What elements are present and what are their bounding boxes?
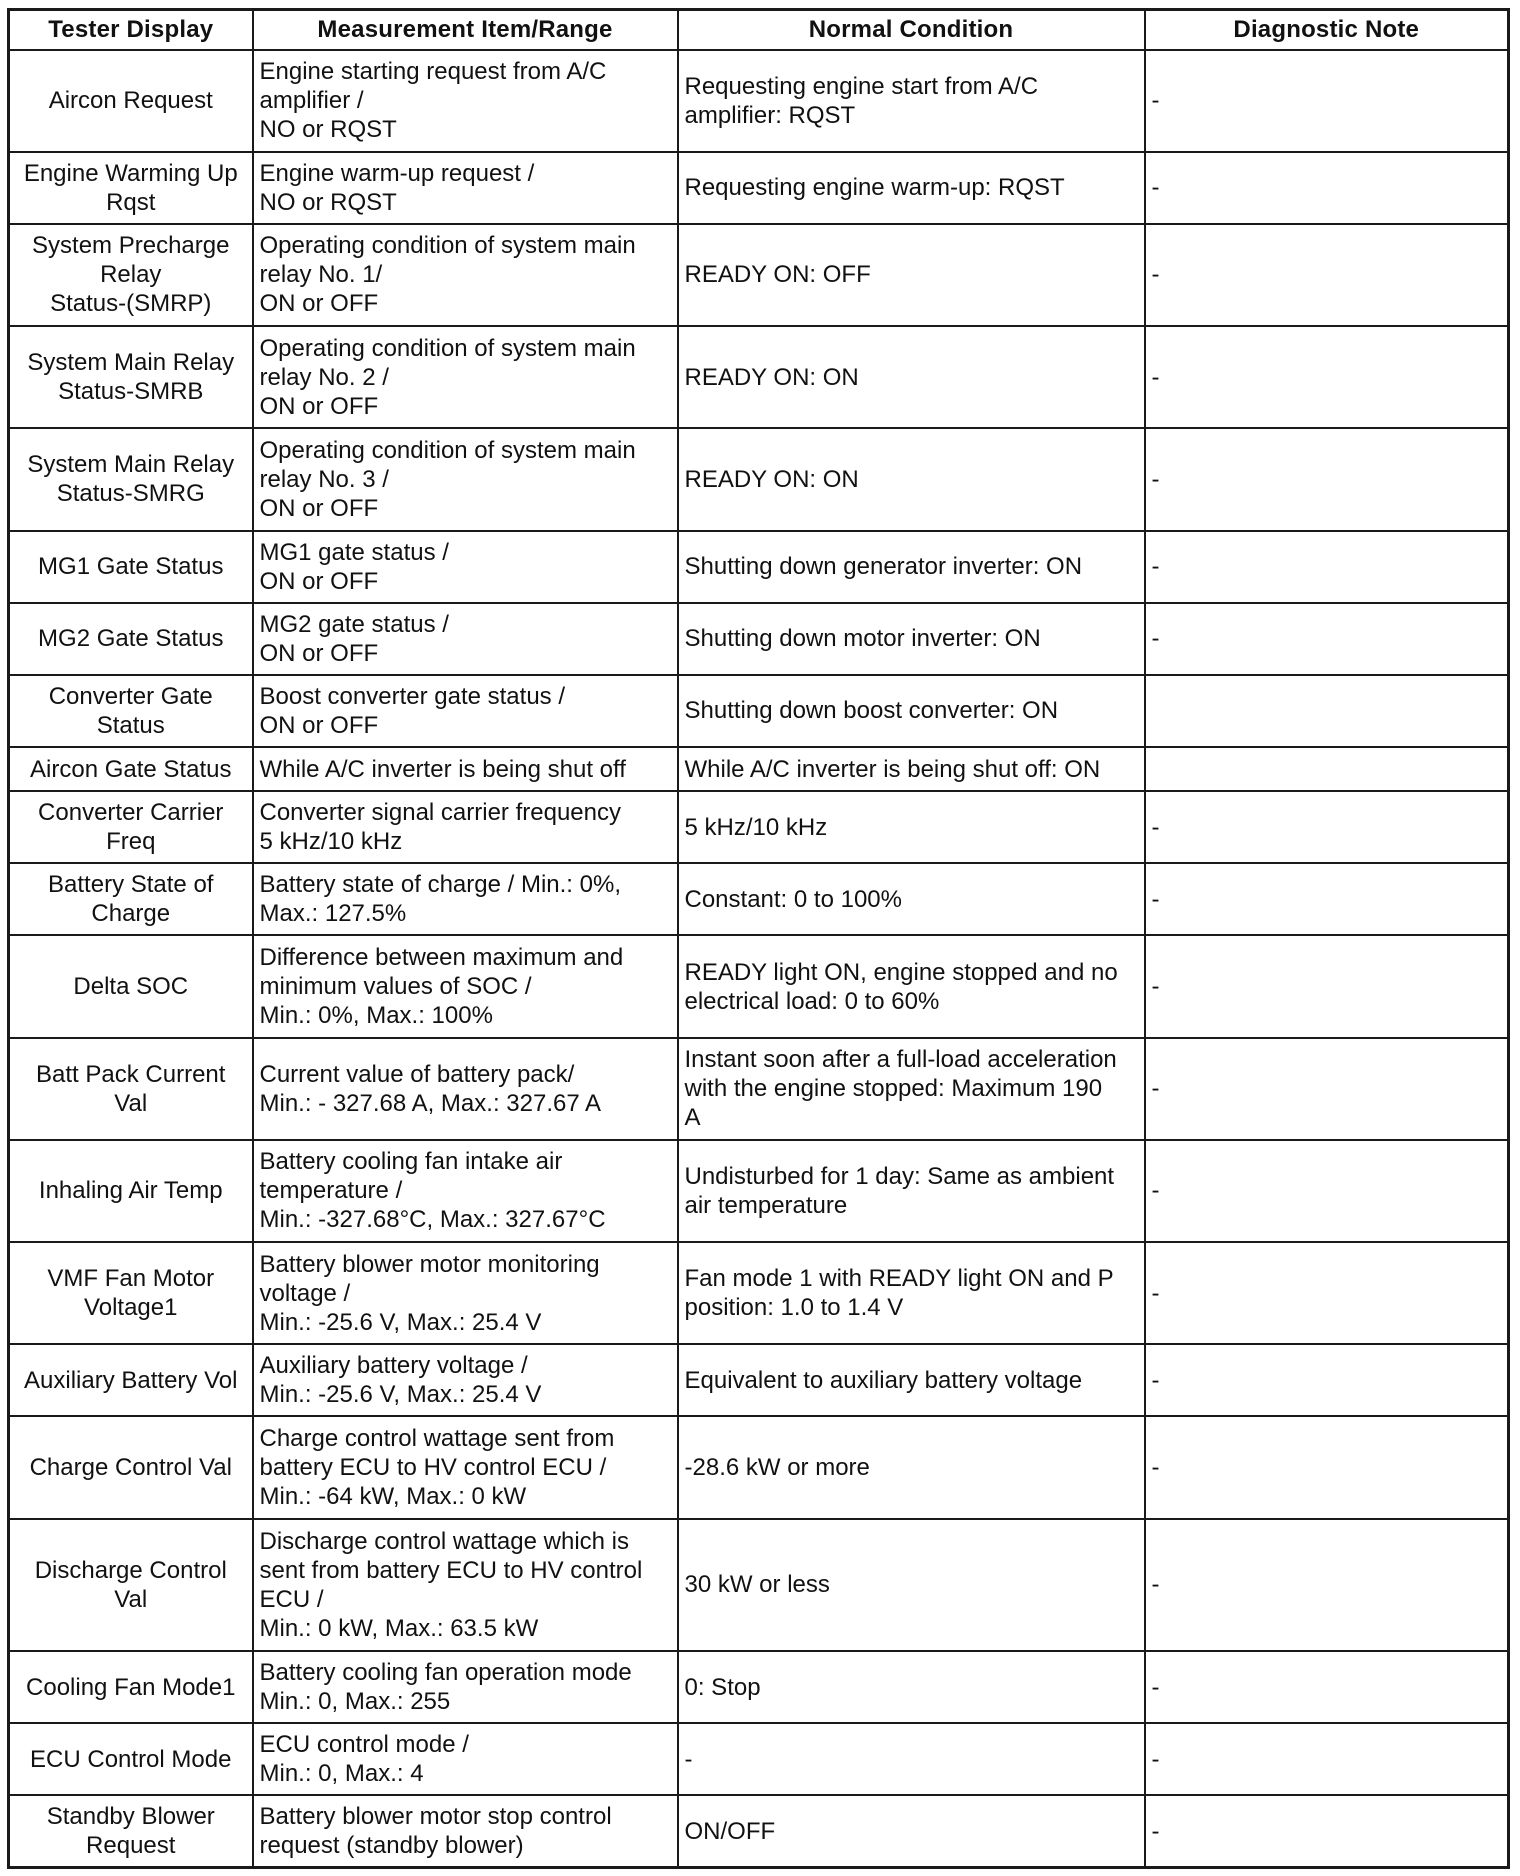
table-row	[9, 1140, 1509, 1242]
cell-normal-condition: Instant soon after a full-load acceleration with the engine stopped: Maximum 190 A	[678, 1038, 1145, 1140]
cell-normal-condition: Constant: 0 to 100%	[678, 863, 1145, 935]
cell-measurement-range: While A/C inverter is being shut off	[253, 747, 678, 791]
cell-tester-display: ECU Control Mode	[9, 1723, 253, 1795]
cell-normal-condition: -28.6 kW or more	[678, 1416, 1145, 1518]
cell-normal-condition: Shutting down boost converter: ON	[678, 675, 1145, 747]
cell-normal-condition: -	[678, 1723, 1145, 1795]
table-row	[9, 791, 1509, 863]
cell-measurement-range: MG1 gate status / ON or OFF	[253, 531, 678, 603]
cell-measurement-range: Current value of battery pack/ Min.: - 327.68 A, Max.: 327.67 A	[253, 1038, 678, 1140]
cell-diagnostic-note: -	[1145, 1723, 1509, 1795]
cell-measurement-range: Discharge control wattage which is sent from battery ECU to HV control ECU / Min.: 0 kW, Max.: 63.5 kW	[253, 1519, 678, 1651]
cell-normal-condition: READY light ON, engine stopped and no electrical load: 0 to 60%	[678, 935, 1145, 1037]
cell-tester-display: Converter Carrier Freq	[9, 791, 253, 863]
cell-tester-display: Aircon Gate Status	[9, 747, 253, 791]
cell-measurement-range: Engine starting request from A/C amplifier / NO or RQST	[253, 50, 678, 152]
column-header-diagnostic-note: Diagnostic Note	[1145, 10, 1509, 50]
cell-normal-condition: READY ON: ON	[678, 326, 1145, 428]
cell-tester-display: Discharge Control Val	[9, 1519, 253, 1651]
cell-tester-display: Standby Blower Request	[9, 1795, 253, 1867]
cell-diagnostic-note: -	[1145, 1140, 1509, 1242]
table-row	[9, 1723, 1509, 1795]
table-row	[9, 1795, 1509, 1867]
cell-normal-condition: Equivalent to auxiliary battery voltage	[678, 1344, 1145, 1416]
table-row	[9, 675, 1509, 747]
cell-tester-display: VMF Fan Motor Voltage1	[9, 1242, 253, 1344]
table-row	[9, 152, 1509, 224]
cell-normal-condition: 30 kW or less	[678, 1519, 1145, 1651]
table-row	[9, 428, 1509, 530]
cell-measurement-range: Difference between maximum and minimum values of SOC / Min.: 0%, Max.: 100%	[253, 935, 678, 1037]
cell-measurement-range: Operating condition of system main relay No. 1/ ON or OFF	[253, 224, 678, 326]
cell-diagnostic-note: -	[1145, 603, 1509, 675]
cell-tester-display: MG2 Gate Status	[9, 603, 253, 675]
cell-diagnostic-note: -	[1145, 1795, 1509, 1867]
cell-measurement-range: Battery blower motor monitoring voltage / Min.: -25.6 V, Max.: 25.4 V	[253, 1242, 678, 1344]
cell-diagnostic-note: -	[1145, 1242, 1509, 1344]
cell-measurement-range: Converter signal carrier frequency 5 kHz/10 kHz	[253, 791, 678, 863]
cell-measurement-range: Battery cooling fan operation mode Min.: 0, Max.: 255	[253, 1651, 678, 1723]
table-header-row	[9, 10, 1509, 50]
table-row	[9, 224, 1509, 326]
table-row	[9, 747, 1509, 791]
cell-measurement-range: Battery blower motor stop control request (standby blower)	[253, 1795, 678, 1867]
cell-normal-condition: Shutting down generator inverter: ON	[678, 531, 1145, 603]
cell-normal-condition: 0: Stop	[678, 1651, 1145, 1723]
table-row	[9, 1038, 1509, 1140]
cell-tester-display: Engine Warming Up Rqst	[9, 152, 253, 224]
table-row	[9, 531, 1509, 603]
cell-diagnostic-note: -	[1145, 1651, 1509, 1723]
table-row	[9, 1344, 1509, 1416]
cell-diagnostic-note: -	[1145, 50, 1509, 152]
cell-diagnostic-note: -	[1145, 1416, 1509, 1518]
cell-normal-condition: Requesting engine warm-up: RQST	[678, 152, 1145, 224]
cell-normal-condition: Fan mode 1 with READY light ON and P position: 1.0 to 1.4 V	[678, 1242, 1145, 1344]
table-row	[9, 326, 1509, 428]
cell-normal-condition: 5 kHz/10 kHz	[678, 791, 1145, 863]
cell-measurement-range: ECU control mode / Min.: 0, Max.: 4	[253, 1723, 678, 1795]
cell-tester-display: Inhaling Air Temp	[9, 1140, 253, 1242]
table-row	[9, 935, 1509, 1037]
cell-measurement-range: Engine warm-up request / NO or RQST	[253, 152, 678, 224]
cell-diagnostic-note: -	[1145, 224, 1509, 326]
cell-diagnostic-note: -	[1145, 531, 1509, 603]
cell-diagnostic-note: -	[1145, 791, 1509, 863]
table-row	[9, 1416, 1509, 1518]
cell-measurement-range: Operating condition of system main relay No. 2 / ON or OFF	[253, 326, 678, 428]
cell-tester-display: Aircon Request	[9, 50, 253, 152]
cell-normal-condition: Shutting down motor inverter: ON	[678, 603, 1145, 675]
cell-tester-display: Converter Gate Status	[9, 675, 253, 747]
table-row	[9, 50, 1509, 152]
cell-diagnostic-note: -	[1145, 428, 1509, 530]
column-header-tester-display: Tester Display	[9, 10, 253, 50]
cell-measurement-range: MG2 gate status / ON or OFF	[253, 603, 678, 675]
data-list-table	[7, 8, 1510, 1869]
table-row	[9, 1242, 1509, 1344]
cell-measurement-range: Battery cooling fan intake air temperature / Min.: -327.68°C, Max.: 327.67°C	[253, 1140, 678, 1242]
cell-measurement-range: Battery state of charge / Min.: 0%, Max.: 127.5%	[253, 863, 678, 935]
cell-tester-display: System Main Relay Status-SMRG	[9, 428, 253, 530]
cell-tester-display: MG1 Gate Status	[9, 531, 253, 603]
cell-measurement-range: Charge control wattage sent from battery ECU to HV control ECU / Min.: -64 kW, Max.: 0 kW	[253, 1416, 678, 1518]
cell-normal-condition: Undisturbed for 1 day: Same as ambient air temperature	[678, 1140, 1145, 1242]
cell-diagnostic-note: -	[1145, 1344, 1509, 1416]
cell-normal-condition: ON/OFF	[678, 1795, 1145, 1867]
cell-diagnostic-note: -	[1145, 326, 1509, 428]
cell-diagnostic-note: -	[1145, 1038, 1509, 1140]
diagnostic-data-sheet	[7, 8, 1507, 1869]
column-header-normal-condition: Normal Condition	[678, 10, 1145, 50]
cell-diagnostic-note: -	[1145, 1519, 1509, 1651]
cell-tester-display: System Precharge Relay Status-(SMRP)	[9, 224, 253, 326]
cell-diagnostic-note: -	[1145, 935, 1509, 1037]
cell-tester-display: Batt Pack Current Val	[9, 1038, 253, 1140]
table-row	[9, 603, 1509, 675]
cell-diagnostic-note	[1145, 675, 1509, 747]
table-row	[9, 1651, 1509, 1723]
cell-tester-display: System Main Relay Status-SMRB	[9, 326, 253, 428]
cell-diagnostic-note: -	[1145, 152, 1509, 224]
cell-tester-display: Cooling Fan Mode1	[9, 1651, 253, 1723]
table-row	[9, 1519, 1509, 1651]
column-header-measurement-range: Measurement Item/Range	[253, 10, 678, 50]
cell-normal-condition: While A/C inverter is being shut off: ON	[678, 747, 1145, 791]
cell-diagnostic-note	[1145, 747, 1509, 791]
cell-diagnostic-note: -	[1145, 863, 1509, 935]
cell-tester-display: Auxiliary Battery Vol	[9, 1344, 253, 1416]
cell-tester-display: Charge Control Val	[9, 1416, 253, 1518]
cell-normal-condition: Requesting engine start from A/C amplifier: RQST	[678, 50, 1145, 152]
cell-measurement-range: Boost converter gate status / ON or OFF	[253, 675, 678, 747]
table-row	[9, 863, 1509, 935]
cell-tester-display: Battery State of Charge	[9, 863, 253, 935]
cell-measurement-range: Auxiliary battery voltage / Min.: -25.6 V, Max.: 25.4 V	[253, 1344, 678, 1416]
cell-normal-condition: READY ON: ON	[678, 428, 1145, 530]
cell-tester-display: Delta SOC	[9, 935, 253, 1037]
cell-measurement-range: Operating condition of system main relay No. 3 / ON or OFF	[253, 428, 678, 530]
cell-normal-condition: READY ON: OFF	[678, 224, 1145, 326]
